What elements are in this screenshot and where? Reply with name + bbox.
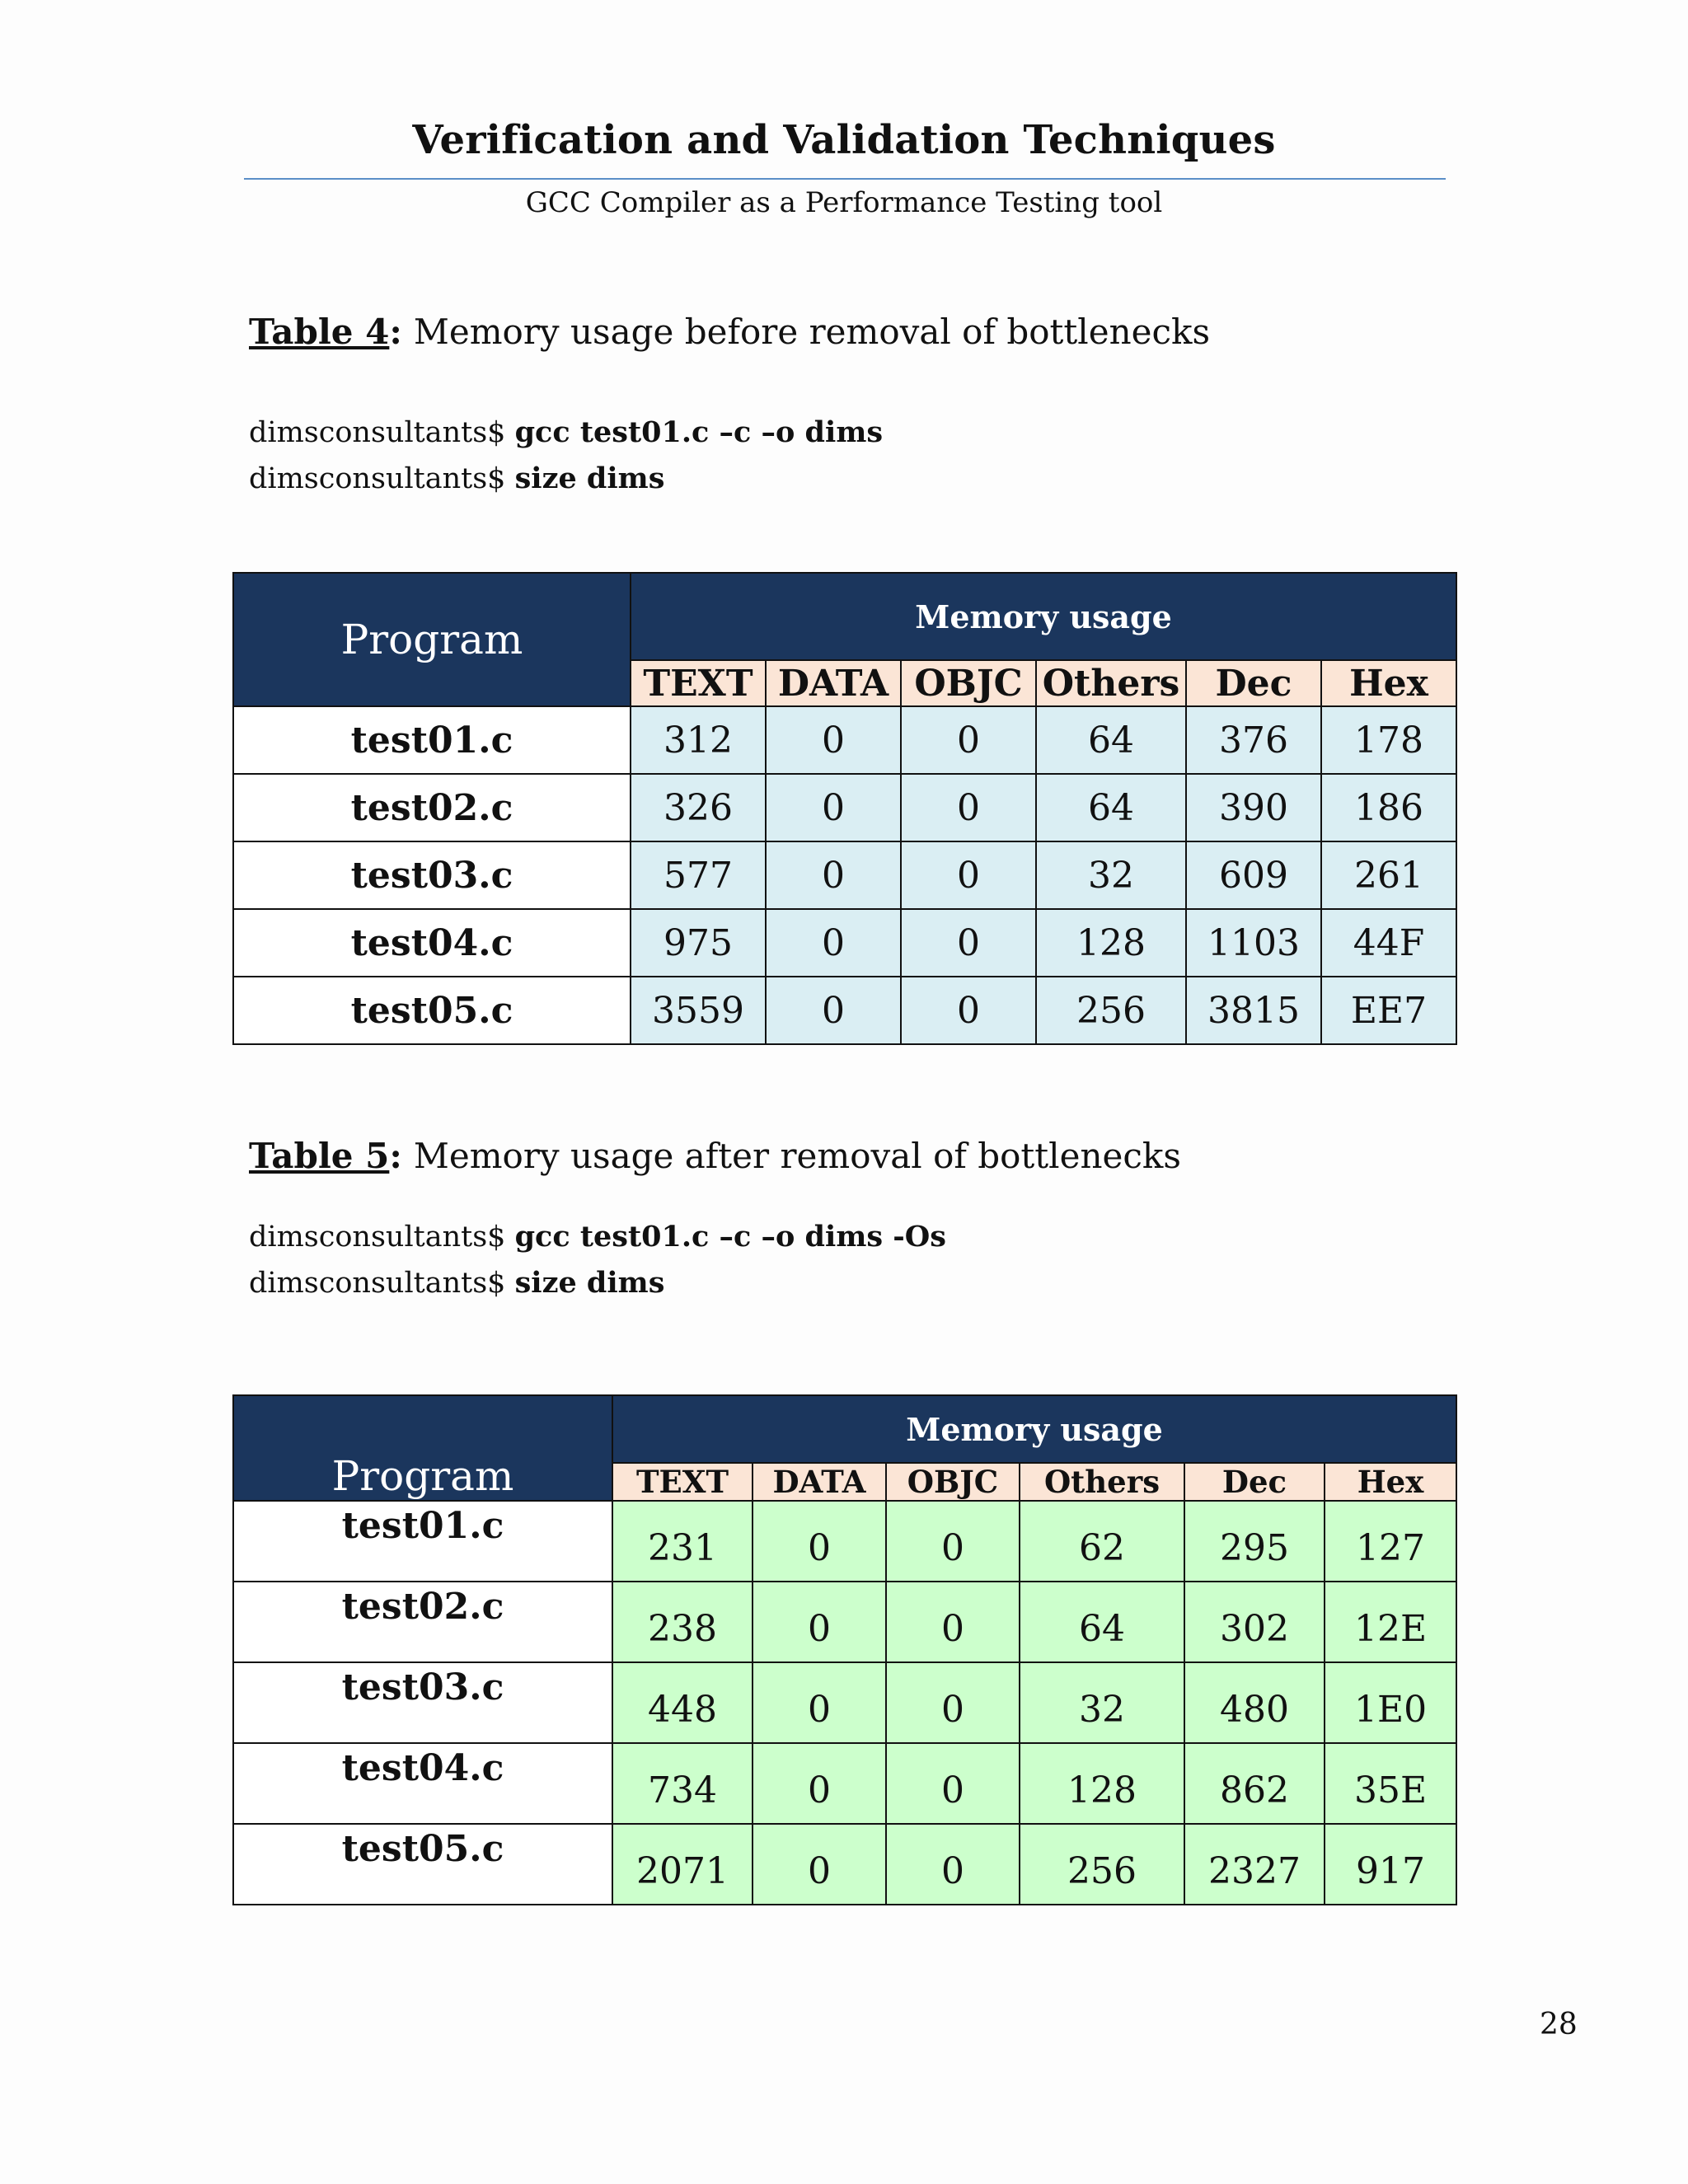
- value-cell-data: 0: [766, 909, 901, 977]
- table5-caption-text: Memory usage after removal of bottlenecks: [413, 1136, 1181, 1176]
- table-row: [233, 774, 1456, 841]
- value-cell-text: 326: [631, 774, 766, 841]
- program-column-header: Program: [233, 573, 631, 706]
- value-cell-text: 312: [631, 706, 766, 774]
- value-cell-others: 64: [1020, 1582, 1184, 1662]
- table-row: [233, 1662, 1456, 1743]
- table-row: [233, 1824, 1456, 1905]
- table-row: [233, 1501, 1456, 1582]
- table-row: [233, 841, 1456, 909]
- value-cell-others: 32: [1036, 841, 1186, 909]
- table5-command-line-1: [249, 1220, 946, 1254]
- table4-memory-usage: [232, 572, 1457, 1045]
- table5-caption-colon: :: [389, 1136, 402, 1176]
- program-column-header: Program: [233, 1395, 612, 1501]
- value-cell-text: 577: [631, 841, 766, 909]
- value-cell-objc: 0: [886, 1582, 1020, 1662]
- value-cell-others: 64: [1036, 706, 1186, 774]
- column-header-others: Others: [1036, 660, 1186, 706]
- value-cell-data: 0: [766, 841, 901, 909]
- value-cell-dec: 390: [1186, 774, 1321, 841]
- value-cell-hex: 1E0: [1325, 1662, 1456, 1743]
- program-name-cell: test05.c: [233, 1824, 612, 1905]
- value-cell-others: 64: [1036, 774, 1186, 841]
- table-row: [233, 1582, 1456, 1662]
- value-cell-dec: 480: [1184, 1662, 1325, 1743]
- command-text: gcc test01.c –c –o dims: [514, 415, 884, 449]
- value-cell-text: 238: [612, 1582, 753, 1662]
- value-cell-dec: 1103: [1186, 909, 1321, 977]
- column-header-objc: OBJC: [886, 1463, 1020, 1501]
- value-cell-hex: EE7: [1321, 977, 1456, 1044]
- page-title: Verification and Validation Techniques: [412, 117, 1276, 163]
- column-header-hex: Hex: [1325, 1463, 1456, 1501]
- column-header-data: DATA: [766, 660, 901, 706]
- value-cell-hex: 127: [1325, 1501, 1456, 1582]
- memory-usage-group-header: Memory usage: [612, 1395, 1456, 1463]
- value-cell-dec: 609: [1186, 841, 1321, 909]
- value-cell-objc: 0: [901, 841, 1036, 909]
- value-cell-others: 62: [1020, 1501, 1184, 1582]
- value-cell-others: 128: [1036, 909, 1186, 977]
- value-cell-objc: 0: [886, 1662, 1020, 1743]
- value-cell-text: 975: [631, 909, 766, 977]
- value-cell-dec: 862: [1184, 1743, 1325, 1824]
- table4-caption: [249, 312, 1210, 352]
- command-text: gcc test01.c –c –o dims -Os: [514, 1220, 946, 1254]
- value-cell-hex: 178: [1321, 706, 1456, 774]
- value-cell-others: 128: [1020, 1743, 1184, 1824]
- value-cell-hex: 44F: [1321, 909, 1456, 977]
- value-cell-hex: 186: [1321, 774, 1456, 841]
- column-header-others: Others: [1020, 1463, 1184, 1501]
- table5-caption: [249, 1136, 1181, 1176]
- value-cell-data: 0: [766, 706, 901, 774]
- value-cell-data: 0: [766, 977, 901, 1044]
- command-text: size dims: [514, 1266, 665, 1300]
- column-header-dec: Dec: [1186, 660, 1321, 706]
- program-name-cell: test03.c: [233, 1662, 612, 1743]
- table-row: [233, 977, 1456, 1044]
- value-cell-text: 448: [612, 1662, 753, 1743]
- column-header-objc: OBJC: [901, 660, 1036, 706]
- value-cell-text: 734: [612, 1743, 753, 1824]
- command-prompt: dimsconsultants$: [249, 1267, 515, 1300]
- value-cell-text: 2071: [612, 1824, 753, 1905]
- value-cell-text: 3559: [631, 977, 766, 1044]
- column-header-text: TEXT: [612, 1463, 753, 1501]
- value-cell-text: 231: [612, 1501, 753, 1582]
- value-cell-hex: 12E: [1325, 1582, 1456, 1662]
- value-cell-data: 0: [753, 1824, 886, 1905]
- program-name-cell: test04.c: [233, 909, 631, 977]
- column-header-text: TEXT: [631, 660, 766, 706]
- value-cell-data: 0: [753, 1582, 886, 1662]
- column-header-dec: Dec: [1184, 1463, 1325, 1501]
- value-cell-dec: 302: [1184, 1582, 1325, 1662]
- page-subtitle: GCC Compiler as a Performance Testing tool: [525, 186, 1163, 219]
- page-number: 28: [1540, 2008, 1578, 2041]
- value-cell-objc: 0: [901, 706, 1036, 774]
- table4-command-line-2: [249, 462, 664, 495]
- column-header-data: DATA: [753, 1463, 886, 1501]
- program-name-cell: test05.c: [233, 977, 631, 1044]
- table4-caption-label: Table 4: [249, 312, 390, 352]
- value-cell-others: 32: [1020, 1662, 1184, 1743]
- value-cell-objc: 0: [901, 774, 1036, 841]
- command-prompt: dimsconsultants$: [249, 416, 515, 449]
- table-row: [233, 706, 1456, 774]
- value-cell-dec: 295: [1184, 1501, 1325, 1582]
- table5-caption-label: Table 5: [249, 1136, 390, 1176]
- value-cell-hex: 35E: [1325, 1743, 1456, 1824]
- table5-command-line-2: [249, 1266, 664, 1300]
- table-row: [233, 1743, 1456, 1824]
- program-name-cell: test02.c: [233, 1582, 612, 1662]
- table-row: [233, 909, 1456, 977]
- value-cell-data: 0: [753, 1743, 886, 1824]
- value-cell-data: 0: [753, 1501, 886, 1582]
- value-cell-others: 256: [1036, 977, 1186, 1044]
- value-cell-data: 0: [753, 1662, 886, 1743]
- table4-caption-text: Memory usage before removal of bottlenecks: [413, 312, 1211, 352]
- command-prompt: dimsconsultants$: [249, 1221, 515, 1254]
- command-text: size dims: [514, 462, 665, 495]
- table4-command-line-1: [249, 415, 883, 449]
- value-cell-dec: 2327: [1184, 1824, 1325, 1905]
- program-name-cell: test02.c: [233, 774, 631, 841]
- value-cell-dec: 3815: [1186, 977, 1321, 1044]
- value-cell-hex: 917: [1325, 1824, 1456, 1905]
- command-prompt: dimsconsultants$: [249, 462, 515, 495]
- value-cell-hex: 261: [1321, 841, 1456, 909]
- program-name-cell: test01.c: [233, 706, 631, 774]
- memory-usage-group-header: Memory usage: [631, 573, 1456, 660]
- value-cell-dec: 376: [1186, 706, 1321, 774]
- header-rule: [244, 178, 1446, 180]
- value-cell-objc: 0: [886, 1501, 1020, 1582]
- program-name-cell: test01.c: [233, 1501, 612, 1582]
- program-name-cell: test04.c: [233, 1743, 612, 1824]
- value-cell-objc: 0: [886, 1743, 1020, 1824]
- value-cell-others: 256: [1020, 1824, 1184, 1905]
- program-name-cell: test03.c: [233, 841, 631, 909]
- table4-caption-colon: :: [389, 312, 402, 352]
- value-cell-objc: 0: [901, 909, 1036, 977]
- value-cell-data: 0: [766, 774, 901, 841]
- table5-memory-usage: [232, 1394, 1457, 1905]
- value-cell-objc: 0: [886, 1824, 1020, 1905]
- value-cell-objc: 0: [901, 977, 1036, 1044]
- column-header-hex: Hex: [1321, 660, 1456, 706]
